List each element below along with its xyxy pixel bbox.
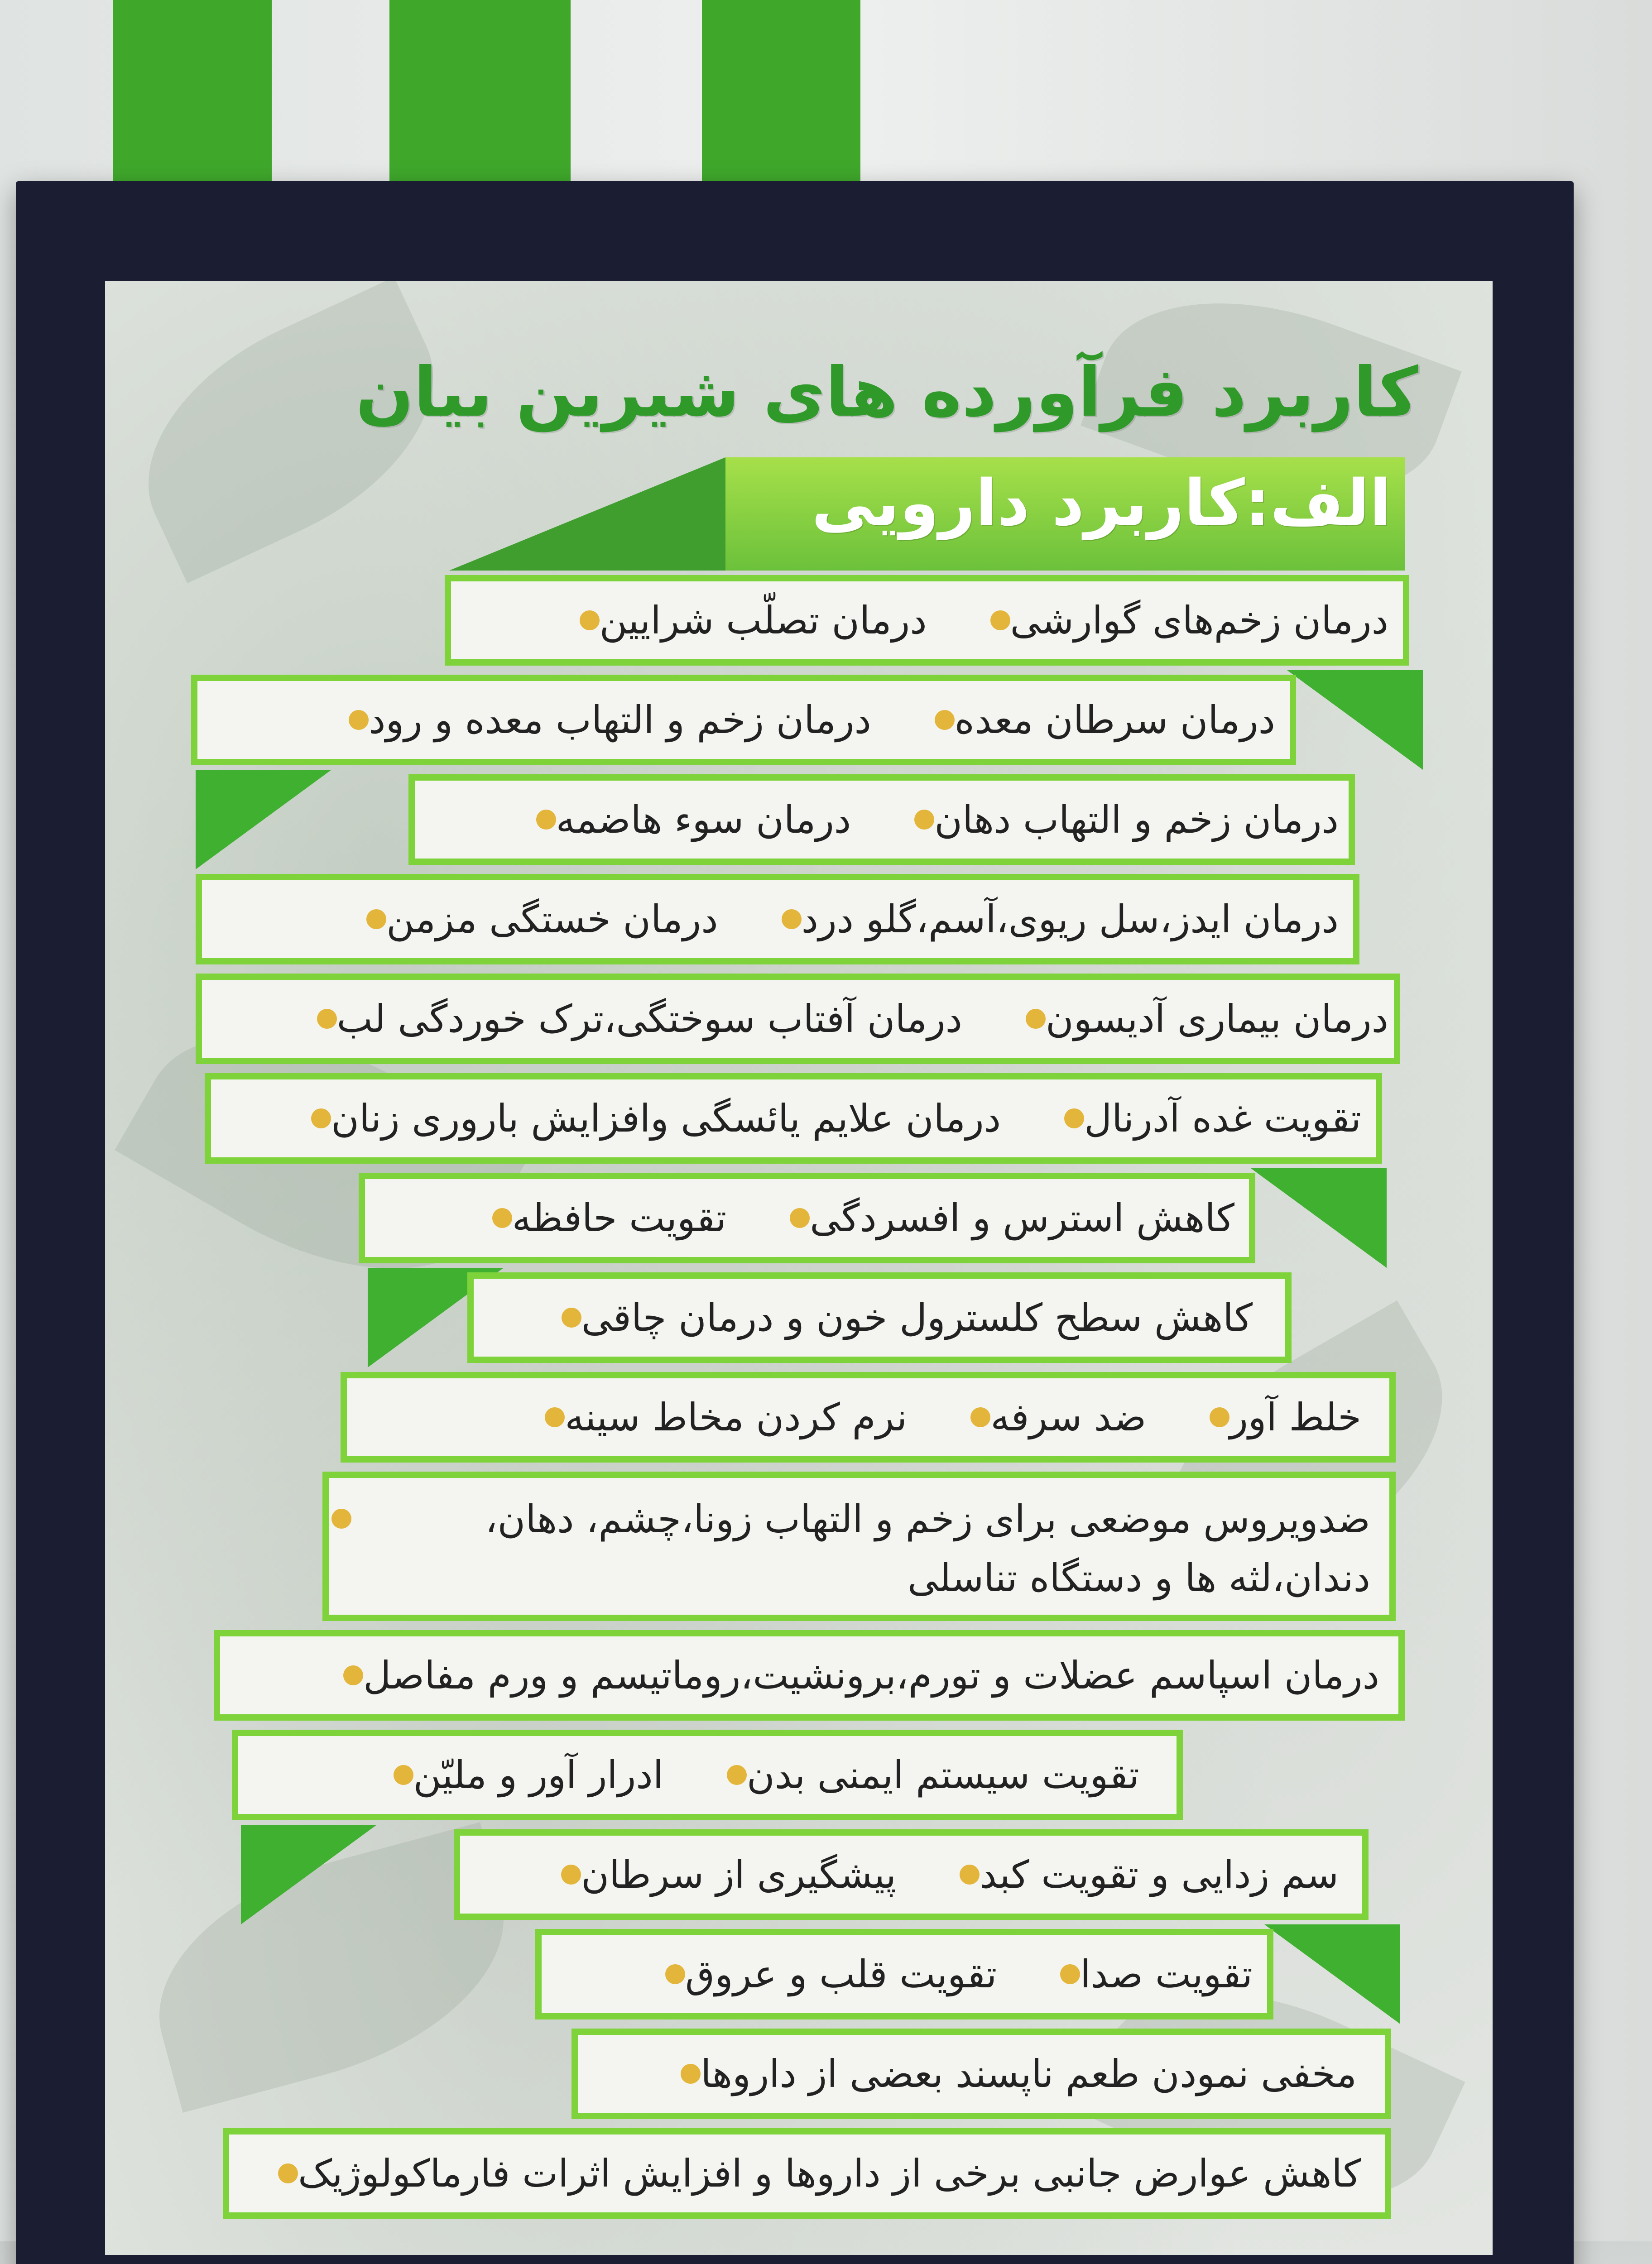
benefit-row: [498, 1829, 1339, 1920]
benefit-row: [498, 1272, 1253, 1363]
benefit-item: نرم کردن مخاط سینه: [536, 1395, 907, 1439]
bullet-icon: [545, 1407, 565, 1427]
bullet-icon: [1026, 1009, 1046, 1029]
benefit-row: [330, 1730, 1139, 1820]
benefit-row: [303, 874, 1339, 964]
benefit-item: خلط آور: [1201, 1395, 1361, 1439]
bullet-icon: [681, 2064, 701, 2084]
benefit-item: درمان زخم‌های گوارشی: [981, 598, 1388, 643]
benefit-item: تقویت غده آدرنال: [1055, 1096, 1361, 1141]
benefit-item: ضدویروس موضعی برای زخم و التهاب زونا،چشم، دهان، دندان،لثه ها و دستگاه تناسلی: [322, 1490, 1370, 1607]
benefit-item: درمان زخم و التهاب دهان: [905, 797, 1339, 842]
benefit-item: درمان سرطان معده: [926, 698, 1275, 742]
bullet-icon: [492, 1208, 512, 1228]
ribbon-fold: [1264, 1924, 1400, 2024]
bullet-icon: [561, 1865, 581, 1885]
benefit-row: [215, 2128, 1361, 2219]
benefit-item: درمان بیماری آدیسون: [1017, 997, 1388, 1041]
bullet-icon: [960, 1865, 980, 1885]
benefit-item: درمان آفتاب سوختگی،ترک خوردگی لب: [308, 997, 962, 1041]
bullet-icon: [366, 909, 386, 929]
benefit-item: کاهش عوارض جانبی برخی از داروها و افزایش اثرات فارماکولوژیک: [269, 2151, 1361, 2196]
bullet-icon: [562, 1308, 581, 1328]
bullet-icon: [278, 2163, 298, 2183]
benefit-row: [617, 2029, 1357, 2119]
bullet-icon: [970, 1407, 990, 1427]
benefit-item: درمان علایم یائسگی وافزایش باروری زنان: [302, 1096, 1001, 1141]
leaf-decoration: [107, 281, 475, 583]
bullet-icon: [1060, 1964, 1080, 1984]
benefit-row: [280, 1630, 1379, 1721]
benefit-item: درمان سوء هاضمه: [527, 797, 851, 842]
wall-stripe: [113, 0, 272, 199]
bullet-icon: [665, 1964, 685, 1984]
benefit-item: ضد سرفه: [961, 1395, 1146, 1439]
ribbon-fold: [196, 770, 331, 869]
bullet-icon: [580, 610, 600, 630]
benefit-item: کاهش سطح کلسترول خون و درمان چاقی: [552, 1295, 1253, 1340]
benefit-row: [481, 1372, 1361, 1463]
benefit-row: [516, 575, 1388, 666]
ribbon-fold: [1251, 1168, 1387, 1268]
benefit-row: [285, 675, 1275, 765]
benefit-item: سم زدایی و تقویت کبد: [951, 1852, 1339, 1897]
bullet-icon: [790, 1208, 810, 1228]
benefit-row: [602, 1929, 1253, 2019]
bullet-icon: [317, 1009, 337, 1029]
subtitle-ribbon-fold: [449, 457, 725, 571]
bullet-icon: [935, 710, 955, 730]
bullet-icon: [536, 810, 556, 830]
benefit-item: درمان تصلّب شرایین: [571, 598, 927, 643]
bullet-icon: [914, 810, 934, 830]
benefit-item: درمان خستگی مزمن: [357, 897, 718, 941]
benefit-item: تقویت قلب و عروق: [656, 1952, 997, 1996]
poster: [105, 281, 1493, 2255]
benefit-row: [248, 1073, 1361, 1164]
bullet-icon: [1210, 1407, 1229, 1427]
bullet-icon: [1064, 1108, 1084, 1128]
benefit-item: کاهش استرس و افسردگی: [781, 1196, 1234, 1240]
bullet-icon: [349, 710, 369, 730]
bullet-icon: [331, 1509, 351, 1529]
bullet-icon: [394, 1765, 413, 1785]
benefit-item: درمان ایدز،سل ریوی،آسم،گلو درد: [773, 897, 1339, 941]
ribbon-fold: [241, 1825, 377, 1924]
wall-stripe: [702, 0, 860, 199]
bullet-icon: [311, 1108, 331, 1128]
benefit-item: تقویت سیستم ایمنی بدن: [718, 1753, 1139, 1797]
benefit-row: [429, 1173, 1234, 1263]
benefit-row: [254, 974, 1388, 1064]
poster-subtitle: الف:کاربرد دارویی: [812, 466, 1391, 540]
bullet-icon: [343, 1665, 363, 1685]
benefit-item: ادرار آور و ملیّن: [384, 1753, 663, 1797]
benefit-item: درمان زخم و التهاب معده و رود: [340, 698, 871, 742]
benefit-item: درمان اسپاسم عضلات و تورم،برونشیت،روماتیسم و ورم مفاصل: [334, 1653, 1379, 1698]
benefit-item: پیشگیری از سرطان: [552, 1852, 896, 1897]
ribbon-fold: [1287, 670, 1423, 770]
wall-stripe: [389, 0, 571, 199]
benefit-row: [268, 1472, 1370, 1621]
bullet-icon: [727, 1765, 747, 1785]
benefit-item: تقویت صدا: [1051, 1952, 1253, 1996]
bullet-icon: [990, 610, 1010, 630]
bullet-icon: [782, 909, 802, 929]
benefit-item: تقویت حافظه: [483, 1196, 726, 1240]
benefit-item: مخفی نمودن طعم ناپسند بعضی از داروها: [672, 2052, 1357, 2096]
poster-title: کاربرد فرآورده های شیرین بیان: [355, 353, 1418, 432]
benefit-row: [473, 774, 1339, 865]
